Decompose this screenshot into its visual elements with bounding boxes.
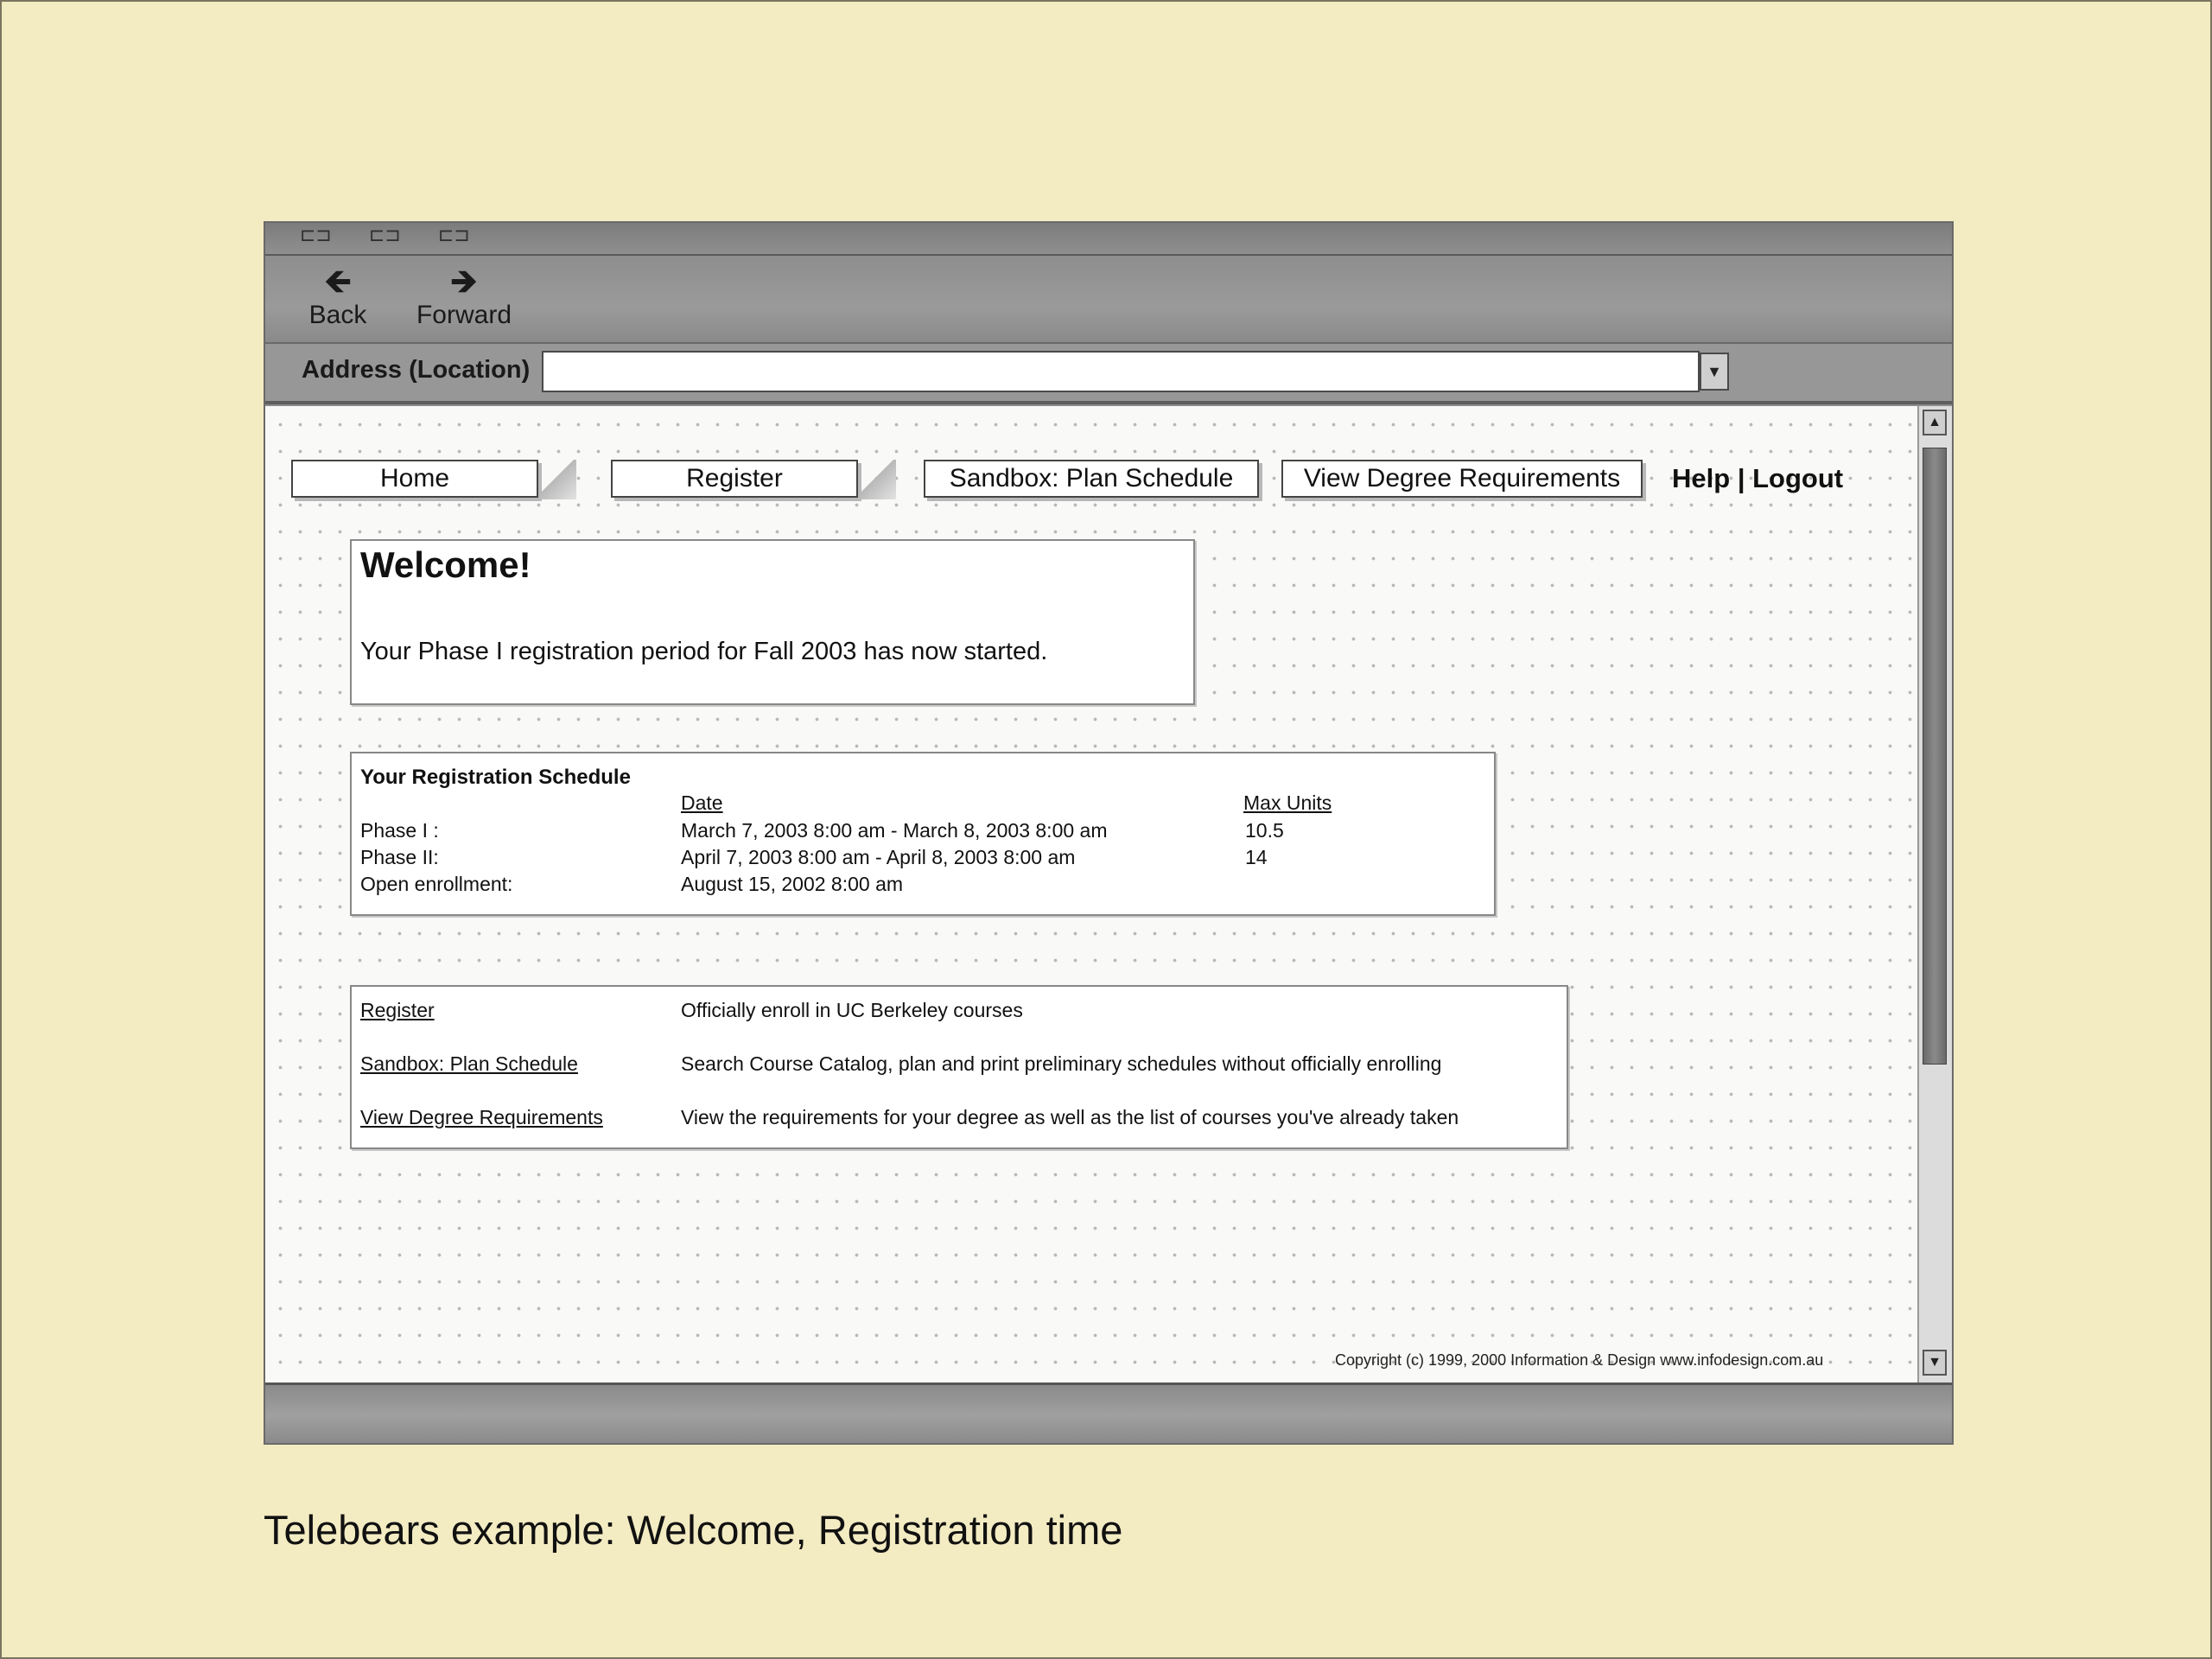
schedule-date-header: Date bbox=[681, 791, 723, 814]
menu-icon[interactable]: ⊏⊐ bbox=[369, 225, 401, 246]
schedule-date: March 7, 2003 8:00 am - March 8, 2003 8:00 am bbox=[681, 819, 1108, 842]
schedule-phase: Open enrollment: bbox=[360, 873, 513, 895]
browser-toolbar bbox=[265, 256, 1952, 344]
copyright-notice: Copyright (c) 1999, 2000 Information & Design www.infodesign.com.au bbox=[1335, 1351, 1824, 1369]
separator: | bbox=[1737, 463, 1745, 493]
scrollbar-thumb[interactable] bbox=[1923, 448, 1947, 1065]
welcome-box bbox=[350, 539, 1195, 705]
vertical-scrollbar[interactable] bbox=[1917, 406, 1952, 1382]
back-label: Back bbox=[308, 301, 367, 329]
menu-strip bbox=[265, 223, 1952, 256]
forward-button[interactable] bbox=[412, 263, 516, 330]
forward-arrow-icon: 🡺 bbox=[449, 262, 479, 302]
register-description: Officially enroll in UC Berkeley courses bbox=[681, 999, 1023, 1021]
tab-divider bbox=[858, 460, 896, 499]
tab-divider bbox=[538, 460, 576, 499]
welcome-title: Welcome! bbox=[360, 544, 531, 585]
status-bar bbox=[265, 1382, 1952, 1445]
tab-sandbox-plan-schedule[interactable]: Sandbox: Plan Schedule bbox=[924, 460, 1259, 498]
schedule-units: 14 bbox=[1245, 846, 1268, 868]
sandbox-plan-schedule-link[interactable]: Sandbox: Plan Schedule bbox=[360, 1052, 578, 1075]
page-content bbox=[265, 406, 1917, 1382]
tab-register[interactable]: Register bbox=[611, 460, 858, 498]
address-bar bbox=[265, 344, 1952, 404]
scroll-down-button[interactable] bbox=[1923, 1350, 1947, 1376]
schedule-units: 10.5 bbox=[1245, 819, 1284, 842]
forward-label: Forward bbox=[416, 301, 512, 329]
schedule-phase: Phase II: bbox=[360, 846, 439, 868]
schedule-date: April 7, 2003 8:00 am - April 8, 2003 8:00 am bbox=[681, 846, 1076, 868]
help-logout bbox=[1672, 463, 1843, 494]
registration-schedule-box bbox=[350, 752, 1496, 916]
address-dropdown-button[interactable] bbox=[1700, 353, 1729, 391]
view-degree-requirements-link[interactable]: View Degree Requirements bbox=[360, 1106, 603, 1128]
scroll-up-button[interactable] bbox=[1923, 410, 1947, 435]
welcome-message: Your Phase I registration period for Fall 2003 has now started. bbox=[360, 638, 1048, 665]
back-button[interactable] bbox=[303, 263, 372, 330]
help-link[interactable]: Help bbox=[1672, 463, 1731, 493]
degree-requirements-description: View the requirements for your degree as well as the list of courses you've already taken bbox=[681, 1106, 1459, 1128]
address-input[interactable] bbox=[542, 351, 1700, 392]
tab-home[interactable]: Home bbox=[291, 460, 538, 498]
back-arrow-icon: 🡸 bbox=[323, 262, 353, 302]
browser-window bbox=[264, 221, 1954, 1445]
menu-icon[interactable]: ⊏⊐ bbox=[438, 225, 470, 246]
menu-icon[interactable]: ⊏⊐ bbox=[300, 225, 332, 246]
scroll-up-icon: ▲ bbox=[1928, 415, 1942, 429]
schedule-date: August 15, 2002 8:00 am bbox=[681, 873, 904, 895]
schedule-phase: Phase I : bbox=[360, 819, 439, 842]
chevron-down-icon: ▼ bbox=[1707, 363, 1722, 380]
sandbox-description: Search Course Catalog, plan and print preliminary schedules without officially enrolling bbox=[681, 1052, 1442, 1075]
scroll-down-icon: ▼ bbox=[1928, 1355, 1942, 1370]
schedule-title: Your Registration Schedule bbox=[360, 766, 631, 789]
schedule-max-units-header: Max Units bbox=[1243, 791, 1332, 814]
register-link[interactable]: Register bbox=[360, 999, 435, 1021]
logout-link[interactable]: Logout bbox=[1752, 463, 1844, 493]
tab-view-degree-requirements[interactable]: View Degree Requirements bbox=[1281, 460, 1643, 498]
slide-caption: Telebears example: Welcome, Registration time bbox=[264, 1507, 1123, 1553]
quick-links-box bbox=[350, 985, 1568, 1149]
address-label: Address (Location) bbox=[302, 356, 531, 384]
